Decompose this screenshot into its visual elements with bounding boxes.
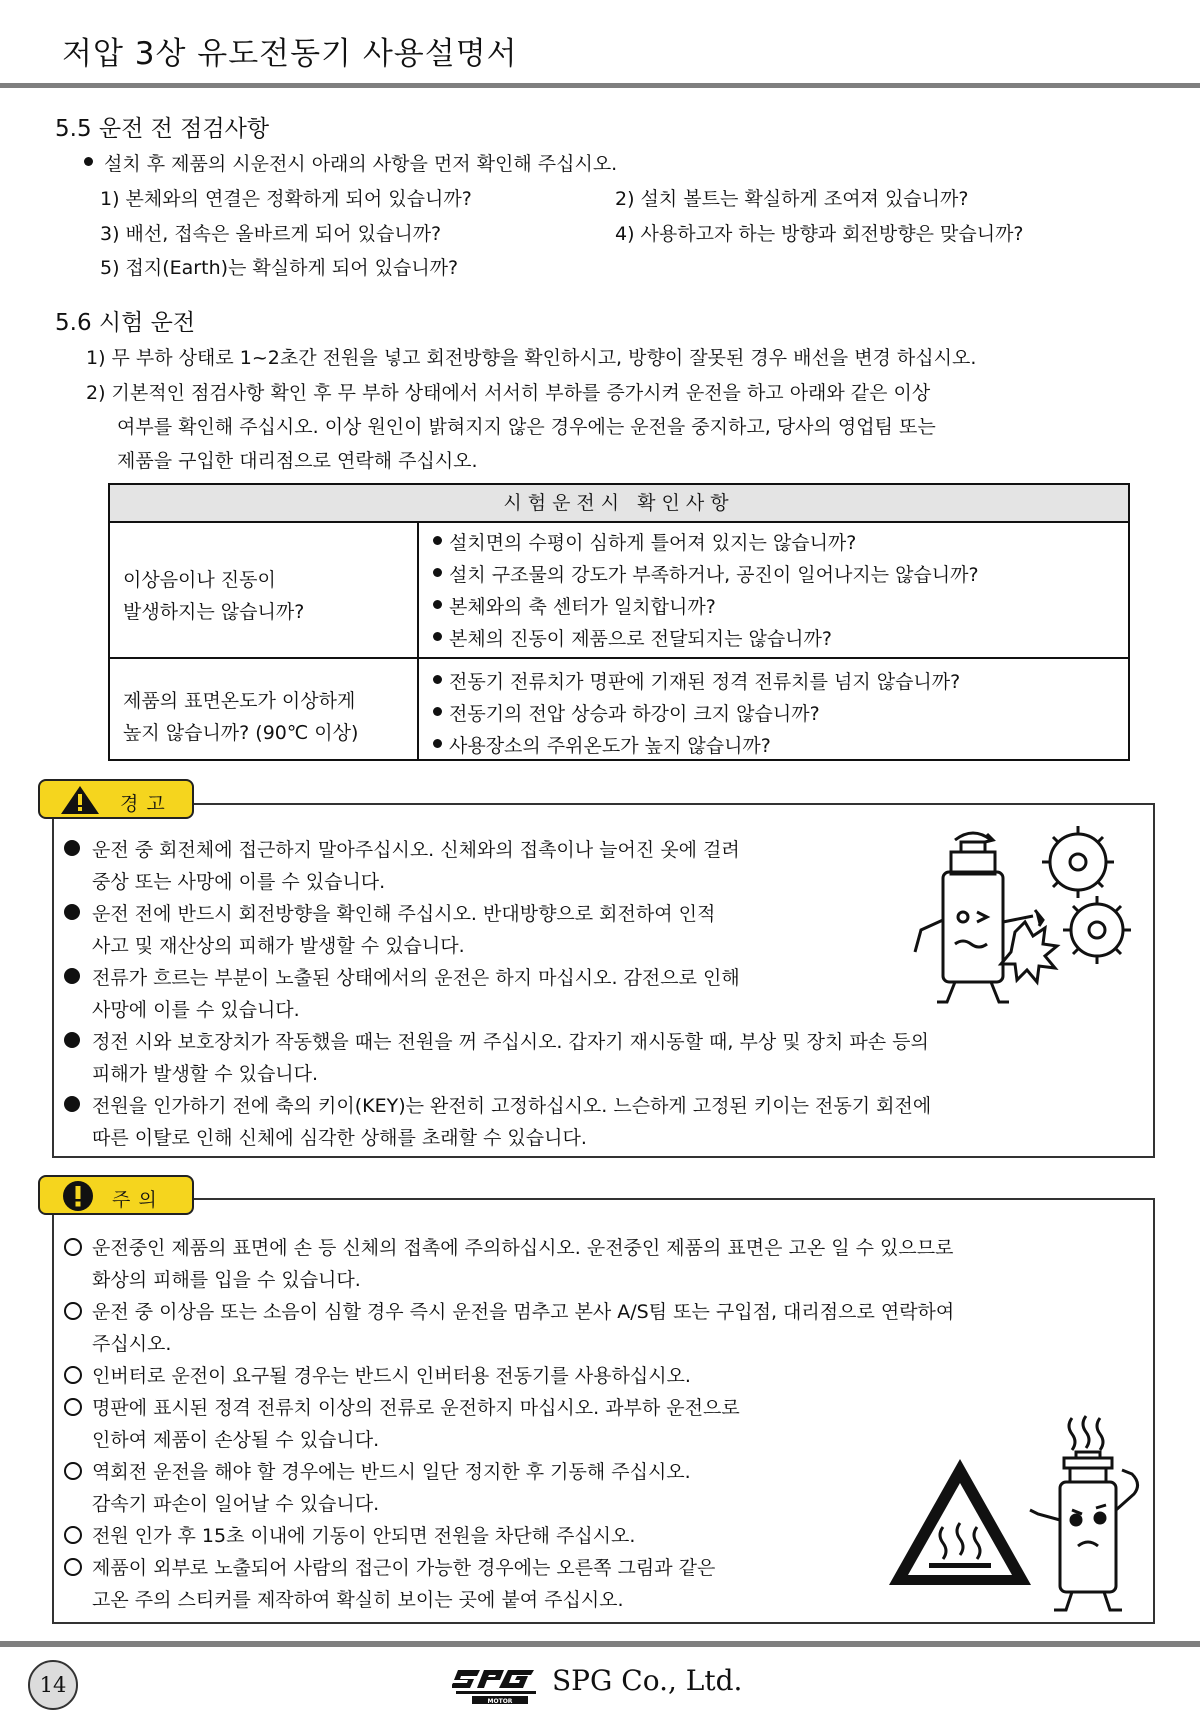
- caution-line-3: 운전 중 이상음 또는 소음이 심할 경우 즉시 운전을 멈추고 본사 A/S팀 또는 구입점, 대리점으로 연락하여: [92, 1301, 955, 1323]
- table-row-2-left-line-1: 제품의 표면온도가 이상하게: [123, 690, 356, 712]
- warning-line-9: 전원을 인가하기 전에 축의 키이(KEY)는 완전히 고정하십시오. 느슨하게 고정된 키이는 전동기 회전에: [92, 1095, 932, 1117]
- bullet-dot: [84, 157, 93, 166]
- table-row-1-left-line-2: 발생하지는 않습니까?: [123, 601, 305, 623]
- spg-motor-logo: [452, 1662, 544, 1706]
- warning-line-6: 사망에 이를 수 있습니다.: [92, 999, 300, 1021]
- caution-line-2: 화상의 피해를 입을 수 있습니다.: [92, 1269, 361, 1291]
- hot-surface-warning-icon: [885, 1455, 1035, 1590]
- table-row-1-item-3: 본체와의 축 센터가 일치합니까?: [449, 596, 716, 618]
- caution-line-6: 명판에 표시된 정격 전류치 이상의 전류로 운전하지 마십시오. 과부하 운전으로: [92, 1397, 740, 1419]
- warning-line-8: 피해가 발생할 수 있습니다.: [92, 1063, 319, 1085]
- test-run-line-4: 제품을 구입한 대리점으로 연락해 주십시오.: [117, 450, 478, 472]
- warning-label-tag: [38, 779, 194, 819]
- warning-line-7: 정전 시와 보호장치가 작동했을 때는 전원을 꺼 주십시오. 갑자기 재시동할 때, 부상 및 장치 파손 등의: [92, 1031, 929, 1053]
- caution-line-7: 인하여 제품이 손상될 수 있습니다.: [92, 1429, 380, 1451]
- caution-line-4: 주십시오.: [92, 1333, 172, 1355]
- caution-label: 주의: [112, 1189, 165, 1211]
- test-run-checklist-table: [108, 483, 1130, 761]
- document-title: 저압 3상 유도전동기 사용설명서: [62, 36, 518, 72]
- warning-line-5: 전류가 흐르는 부분이 노출된 상태에서의 운전은 하지 마십시오. 감전으로 인해: [92, 967, 740, 989]
- test-run-line-2: 2) 기본적인 점검사항 확인 후 무 부하 상태에서 서서히 부하를 증가시켜 운전을 하고 아래와 같은 이상: [86, 382, 931, 404]
- check-item-3: 3) 배선, 접속은 올바르게 되어 있습니까?: [100, 223, 442, 245]
- section-5-5-heading: 5.5 운전 전 점검사항: [55, 116, 270, 142]
- caution-label-tag: [38, 1175, 194, 1215]
- table-row-1-left-line-1: 이상음이나 진동이: [123, 569, 276, 591]
- table-row-2-item-1: 전동기 전류치가 명판에 기재된 정격 전류치를 넘지 않습니까?: [449, 671, 961, 693]
- table-row-2-item-3: 사용장소의 주위온도가 높지 않습니까?: [449, 735, 771, 757]
- caution-line-11: 제품이 외부로 노출되어 사람의 접근이 가능한 경우에는 오른쪽 그림과 같은: [92, 1557, 716, 1579]
- warning-triangle-icon: [60, 785, 100, 815]
- table-row-2-item-2: 전동기의 전압 상승과 하강이 크지 않습니까?: [449, 703, 820, 725]
- table-header: 시험운전시 확인사항: [110, 485, 1128, 523]
- motor-gears-illustration: [895, 812, 1140, 1012]
- warning-line-1: 운전 중 회전체에 접근하지 말아주십시오. 신체와의 접촉이나 늘어진 옷에 걸려: [92, 839, 740, 861]
- warning-line-2: 중상 또는 사망에 이를 수 있습니다.: [92, 871, 386, 893]
- footer-rule: [0, 1641, 1200, 1647]
- check-item-2: 2) 설치 볼트는 확실하게 조여져 있습니까?: [615, 188, 969, 210]
- caution-line-1: 운전중인 제품의 표면에 손 등 신체의 접촉에 주의하십시오. 운전중인 제품의 표면은 고온 일 수 있으므로: [92, 1237, 954, 1259]
- table-row-1-item-2: 설치 구조물의 강도가 부족하거나, 공진이 일어나지는 않습니까?: [449, 564, 979, 586]
- caution-line-5: 인버터로 운전이 요구될 경우는 반드시 인버터용 전동기를 사용하십시오.: [92, 1365, 691, 1387]
- caution-line-9: 감속기 파손이 일어날 수 있습니다.: [92, 1493, 380, 1515]
- check-item-5: 5) 접지(Earth)는 확실하게 되어 있습니까?: [100, 257, 459, 279]
- logo-sub-text: MOTOR: [487, 1698, 513, 1705]
- company-name: SPG Co., Ltd.: [552, 1664, 743, 1697]
- page-number: 14: [28, 1660, 78, 1710]
- hot-motor-character-illustration: [1020, 1410, 1150, 1620]
- warning-line-4: 사고 및 재산상의 피해가 발생할 수 있습니다.: [92, 935, 465, 957]
- warning-line-10: 따른 이탈로 인해 신체에 심각한 상해를 초래할 수 있습니다.: [92, 1127, 587, 1149]
- section-5-5-intro: 설치 후 제품의 시운전시 아래의 사항을 먼저 확인해 주십시오.: [104, 153, 618, 175]
- test-run-line-1: 1) 무 부하 상태로 1~2초간 전원을 넣고 회전방향을 확인하시고, 방향이 잘못된 경우 배선을 변경 하십시오.: [86, 347, 977, 369]
- table-row-1-item-4: 본체의 진동이 제품으로 전달되지는 않습니까?: [449, 628, 832, 650]
- caution-line-8: 역회전 운전을 해야 할 경우에는 반드시 일단 정지한 후 기동해 주십시오.: [92, 1461, 691, 1483]
- check-item-1: 1) 본체와의 연결은 정확하게 되어 있습니까?: [100, 188, 472, 210]
- caution-line-10: 전원 인가 후 15초 이내에 기동이 안되면 전원을 차단해 주십시오.: [92, 1525, 636, 1547]
- warning-line-3: 운전 전에 반드시 회전방향을 확인해 주십시오. 반대방향으로 회전하여 인적: [92, 903, 716, 925]
- table-row-2-left-line-2: 높지 않습니까? (90℃ 이상): [123, 722, 359, 744]
- header-rule: [0, 83, 1200, 88]
- check-item-4: 4) 사용하고자 하는 방향과 회전방향은 맞습니까?: [615, 223, 1024, 245]
- section-5-6-heading: 5.6 시험 운전: [55, 310, 196, 336]
- table-row-1-item-1: 설치면의 수평이 심하게 틀어져 있지는 않습니까?: [449, 532, 857, 554]
- test-run-line-3: 여부를 확인해 주십시오. 이상 원인이 밝혀지지 않은 경우에는 운전을 중지하고, 당사의 영업팀 또는: [117, 416, 936, 438]
- warning-label: 경고: [120, 793, 173, 815]
- caution-line-12: 고온 주의 스티커를 제작하여 확실히 보이는 곳에 붙여 주십시오.: [92, 1589, 624, 1611]
- exclamation-icon: [62, 1180, 94, 1212]
